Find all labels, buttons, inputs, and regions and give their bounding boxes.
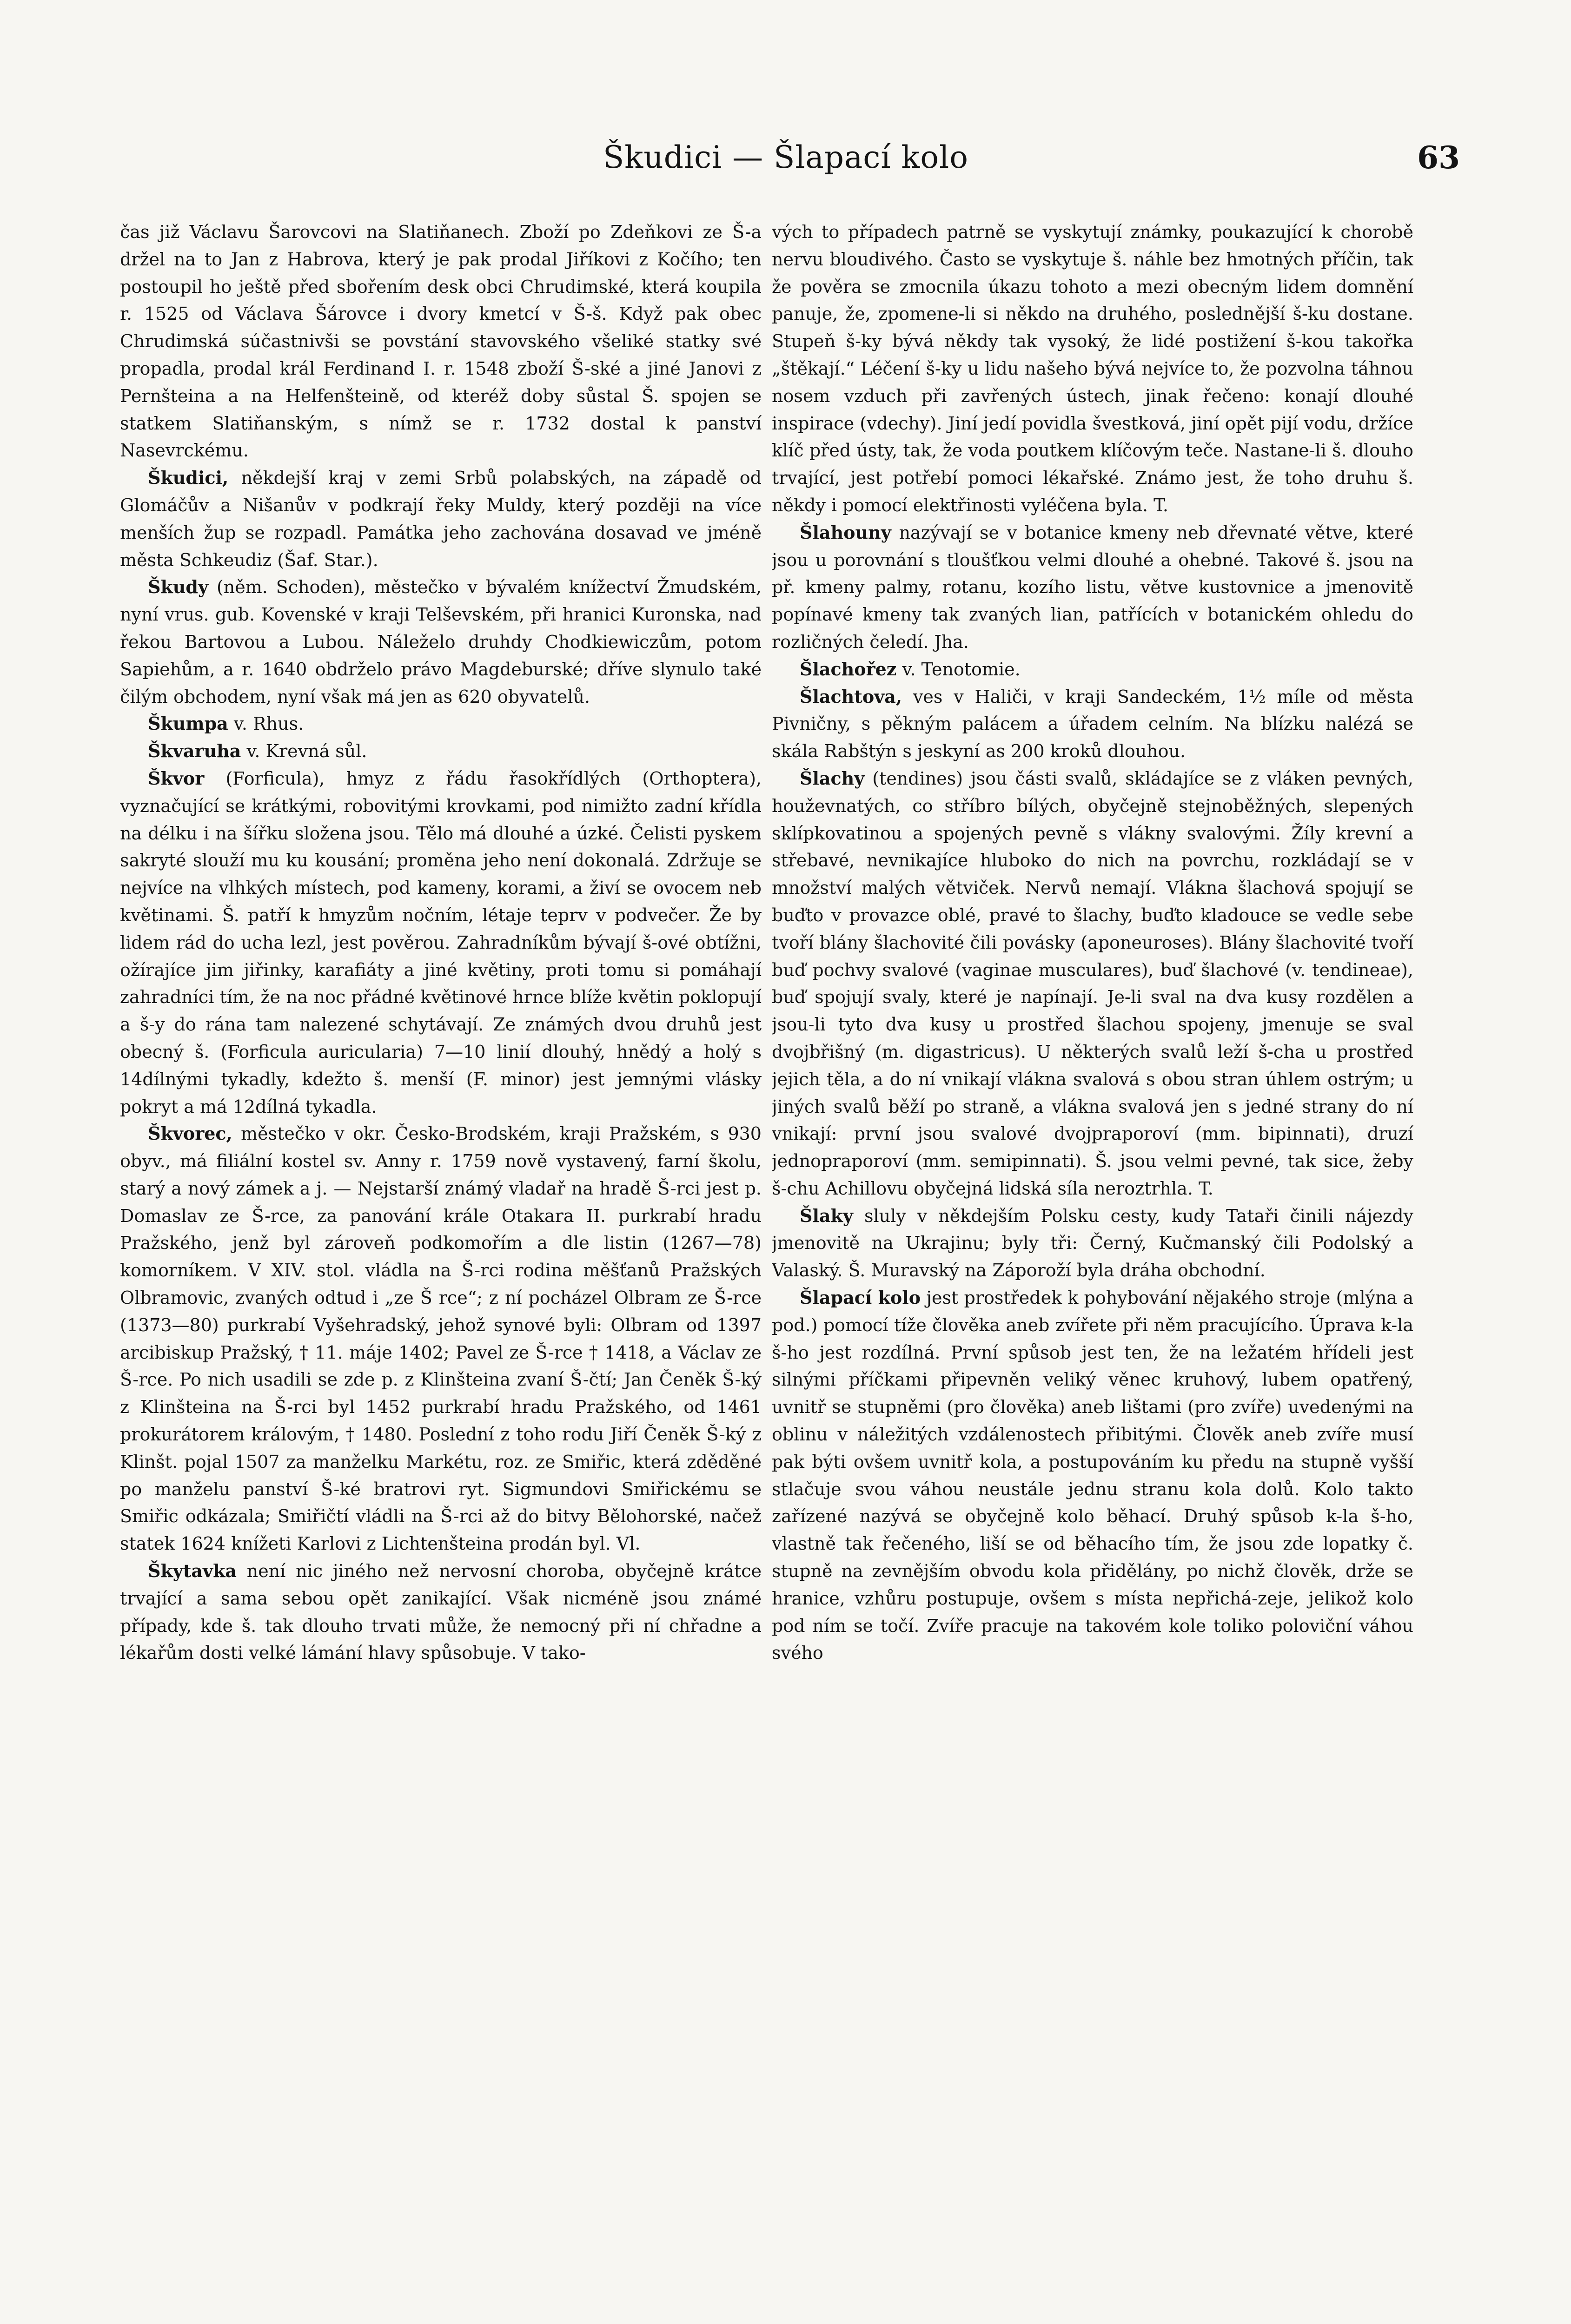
left-column [120, 218, 762, 2273]
entry-slahouny: Šlahouny nazývají se v botanice kmeny neb dřevnaté větve, které jsou u porovnání s tloušťkou velmi dlouhé a ohebné. Takové š. jsou na př. kmeny palmy, rotanu, kozího listu, větve kustovnice a jmenovitě popínavé kmeny tak zvaných lian, patřících v botanickém ohledu do rozličných čeledí. Jha. [772, 522, 1413, 652]
entry-slachtova: Šlachtova, ves v Haliči, v kraji Sandeckém, 1½ míle od města Pivničny, s pěkným palácem a úřadem celním. Na blízku nalézá se skála Rabštýn s jeskyní as 200 kroků dlouhou. [772, 686, 1413, 762]
entry-skudici: Škudici, někdejší kraj v zemi Srbů polabských, na západě od Glomáčův a Nišanův v podkrají řeky Muldy, který později na více menších žup se rozpadl. Památka jeho zachována dosavad ve jméně města Schkeudiz (Šaf. Star.). [120, 467, 762, 570]
entry-skvaruha: Škvaruha v. Krevná sůl. [148, 740, 367, 762]
entry-skvorec: Škvorec, městečko v okr. Česko-Brodském, kraji Pražském, s 930 obyv., má filiální kostel sv. Anny r. 1759 nově vystavený, farní školu, starý a nový zámek a j. — Nejstarší známý vladař na hradě Š-rci jest p. Domaslav ze Š-rce, za panování krále Otakara II. purkrabí hradu Pražského, jenž byl zároveň podkomořím a dle listin (1267—78) komorníkem. V XIV. stol. vládla na Š-rci rodina měšťanů Pražských Olbramovic, zvaných odtud i „ze Š rce“; z ní pocházel Olbram ze Š-rce (1373—80) purkrabí Vyšehradský, jehož synové byli: Olbram od 1397 arcibiskup Pražský, † 11. máje 1402; Pavel ze Š-rce † 1418, a Václav ze Š-rce. Po nich usadili se zde p. z Klinšteina zvaní Š-čtí; Jan Čeněk Š-ký z Klinšteina na Š-rci byl 1452 purkrabí hradu Pražského, od 1461 prokurátorem královým, † 1480. Poslední z toho rodu Jiří Čeněk Š-ký z Klinšt. pojal 1507 za manželku Markétu, roz. ze Smiřic, která zděděné po manželu panství Š-ké bratrovi ryt. Sigmundovi Smiřickému se Smiřic odkázala; Smiřičtí vládli na Š-rci až do bitvy Bělohorské, načež statek 1624 knížeti Karlovi z Lichtenšteina prodán byl. Vl. [120, 1123, 762, 1554]
entry-skytavka-continued: vých to případech patrně se vyskytují známky, poukazující k chorobě nervu bloudivého. Často se vyskytuje š. náhle bez hmotných příčin, tak že pověra se zmocnila úkazu tohoto a mezi obecným lidem domnění panuje, že, zpomene-li si někdo na druhého, poslednější š-ku dostane. Stupeň š-ky bývá někdy tak vysoký, že lidé postižení š-kou takořka „štěkají.“ Léčení š-ky u lidu našeho bývá nejvíce to, že pozvolna táhnou nosem vzduch při zavřených ústech, jinak řečeno: konají dlouhé inspirace (vdechy). Jiní jedí povidla švestková, jiní opět pijí vodu, držíce klíč před ústy, tak, že voda poutkem klíčovým teče. Nastane-li š. dlouho trvající, jest potřebí pomoci lékařské. Známo jest, že toho druhu š. někdy i pomocí elektřinosti vyléčena byla. T. [772, 222, 1413, 515]
entry-slapaci-kolo: Šlapací kolo jest prostředek k pohybování nějakého stroje (mlýna a pod.) pomocí tíže člověka aneb zvířete při něm pracujícího. Úprava k-la š-ho jest rozdílná. První spůsob jest ten, že na ležatém hřídeli jest silnými příčkami připevněn veliký věnec kruhový, lubem opatřený, uvnitř se stupněmi (pro člověka) aneb lištami (pro zvíře) uvedenými na oblinu v náležitých vzdálenostech přibitými. Člověk aneb zvíře musí pak býti ovšem uvnitř kola, a postupováním ku předu na stupně vyšší stlačuje svou váhou neustále jednu stranu kola dolů. Kolo takto zařízené nazývá se obyčejně kolo běhací. Druhý spůsob k-la š-ho, vlastně tak řečeného, liší se od běhacího tím, že jsou zde lopatky č. stupně na zevnějším obvodu kola přidělány, po nichž člověk, drže se hranice, vzhůru postupuje, ovšem s místa nepřichá-zeje, jelikož kolo pod ním se točí. Zvíře pracuje na takovém kole toliko poloviční váhou svého [772, 1287, 1413, 1664]
entry-slachorez: Šlachořez v. Tenotomie. [800, 658, 1021, 680]
entry-skudy: Škudy (něm. Schoden), městečko v bývalém knížectví Žmudském, nyní vrus. gub. Kovenské v kraji Telševském, při hranici Kuronska, nad řekou Bartovou a Lubou. Náleželo druhdy Chodkiewiczům, potom Sapiehům, a r. 1640 obdrželo právo Magdeburské; dříve slynulo také čilým obchodem, nyní však má jen as 620 obyvatelů. [120, 576, 762, 707]
entry-skvor: Škvor (Forficula), hmyz z řádu řasokřídlých (Orthoptera), vyznačující se krátkými, robovitými krovkami, pod nimižto zadní křídla na délku i na šířku složena jsou. Tělo má dlouhé a úzké. Čelisti pyskem sakryté slouží mu ku kousání; proměna jeho není dokonalá. Zdržuje se nejvíce na vlhkých místech, pod kameny, korami, a živí se ovocem neb květinami. Š. patří k hmyzům nočním, létaje teprv v podvečer. Že by lidem rád do ucha lezl, jest pověrou. Zahradníkům bývají š-ové obtížni, ožírajíce jim jiřinky, karafiáty a jiné květiny, proti tomu si pomáhají zahradníci tím, že na noc přádné květinové hrnce blíže květin poklopují a š-y do rána tam nalezené schytávají. Ze známých dvou druhů jest obecný š. (Forficula auricularia) 7—10 linií dlouhý, hnědý a holý s 14dílnými tykadly, kdežto š. menší (F. minor) jest jemnými vlásky pokryt a má 12dílná tykadla. [120, 767, 762, 1117]
running-header [112, 139, 1460, 191]
running-title: Škudici — Šlapací kolo [603, 139, 968, 175]
entry-skumpa: Škumpa v. Rhus. [148, 713, 304, 734]
page-number: 63 [1417, 139, 1460, 176]
entry-slachy: Šlachy (tendines) jsou části svalů, skládajíce se z vláken pevných, houževnatých, co stříbro bílých, obyčejně stejnoběžných, slepených sklípkovatinou a spojených pevně s vlákny svalovými. Žíly krevní a střebavé, nevnikajíce hluboko do nich na povrchu, rozkládají se v množství malých větviček. Nervů nemají. Vlákna šlachová spojují se buďto v provazce oblé, pravé to šlachy, buďto kladouce se vedle sebe tvoří blány šlachovité čili povásky (aponeuroses). Blány šlachovité tvoří buď pochvy svalové (vaginae musculares), buď šlachové (v. tendineae), buď spojují svaly, které je napínají. Je-li sval na dva kusy rozdělen a jsou-li tyto dva kusy u prostřed šlachou spojeny, jmenuje se sval dvojbřišný (m. digastricus). U některých svalů leží š-cha u prostřed jejich těla, a do ní vnikají vlákna svalová s obou stran úhlem ostrým; u jiných svalů běží po straně, a vlákna svalová jen s jedné strany do ní vnikají: první jsou svalové dvojpraporoví (mm. bipinnati), druzí jednopraporoví (mm. semipinnati). Š. jsou velmi pevné, tak sice, žeby š-chu Achillovu obyčejná lidská síla neroztrhla. T. [772, 767, 1413, 1199]
entry-skarovec-continued: čas již Václavu Šarovcovi na Slatiňanech. Zboží po Zdeňkovi ze Š-a držel na to Jan z Habrova, který je pak prodal Jiříkovi z Kočího; ten postoupil ho ještě před sbořením desk obci Chrudimské, která koupila r. 1525 od Václava Šárovce i dvory kmetcí v Š-š. Když pak obec Chrudimská súčastnivši se povstání stavovského všeliké statky své propadla, prodal král Ferdinand I. r. 1548 zboží Š-ské a jiné Janovi z Pernšteina a na Helfenšteině, od kteréž doby sůstal Š. spojen se statkem Slatiňanským, s nímž se r. 1732 dostal k panství Nasevrckému. [120, 222, 762, 461]
entry-skytavka: Škytavka není nic jiného než nervosní choroba, obyčejně krátce trvající a sama sebou opět zanikající. Však nicméně jsou známé případy, kde š. tak dlouho trvati může, že nemocný při ní chřadne a lékařům dosti velké lámání hlavy spůsobuje. V tako- [120, 1560, 762, 1664]
entry-slaky: Šlaky sluly v někdejším Polsku cesty, kudy Tataři činili nájezdy jmenovitě na Ukrajinu; byly tři: Černý, Kučmanský čili Podolský a Valaský. Š. Muravský na Záporoží byla dráha obchodní. [772, 1205, 1413, 1281]
right-column [772, 218, 1413, 2273]
